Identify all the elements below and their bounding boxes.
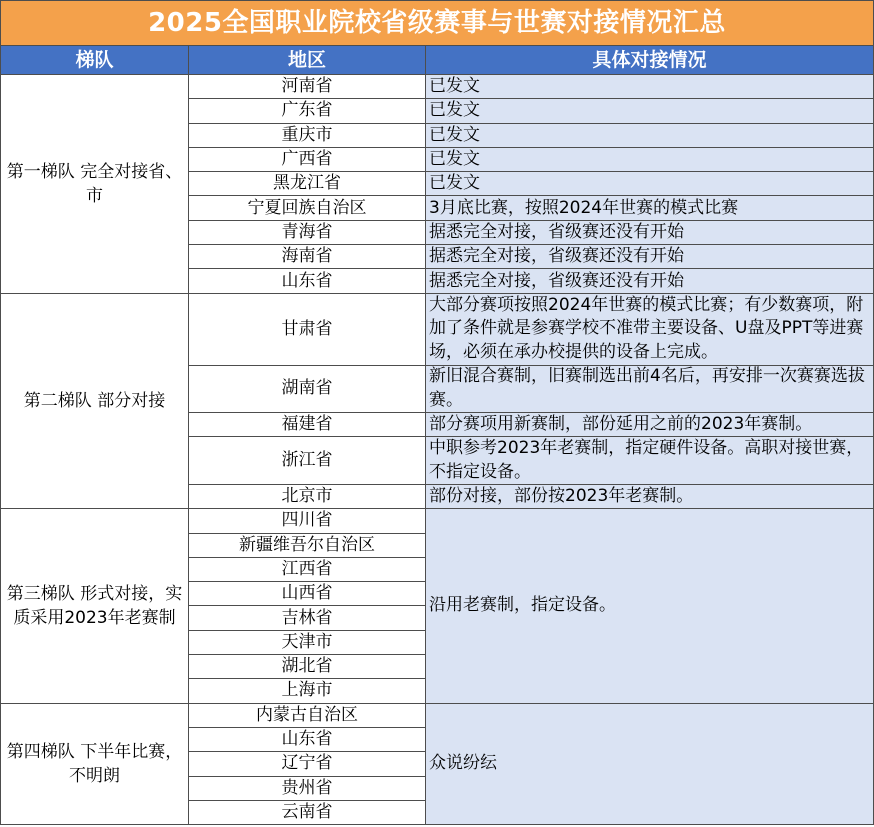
- region-cell: 上海市: [189, 679, 425, 702]
- header-region: 地区: [189, 46, 425, 74]
- detail-cell-merged: 众说纷纭: [426, 704, 873, 824]
- region-cell: 河南省: [189, 75, 425, 98]
- detail-cell: 部分赛项用新赛制，部份延用之前的2023年赛制。: [426, 413, 873, 436]
- tier-cell-4: 第四梯队 下半年比赛，不明朗: [1, 704, 188, 824]
- tier-cell-3: 第三梯队 形式对接，实质采用2023年老赛制: [1, 509, 188, 702]
- region-cell: 青海省: [189, 221, 425, 244]
- detail-cell-merged: 沿用老赛制，指定设备。: [426, 509, 873, 702]
- region-cell: 山西省: [189, 582, 425, 605]
- detail-cell: 已发文: [426, 172, 873, 195]
- detail-cell: 部份对接，部份按2023年老赛制。: [426, 485, 873, 508]
- detail-cell: 新旧混合赛制，旧赛制选出前4名后，再安排一次赛赛选拔赛。: [426, 366, 873, 413]
- detail-cell: 据悉完全对接，省级赛还没有开始: [426, 269, 873, 292]
- region-cell: 天津市: [189, 631, 425, 654]
- region-cell: 辽宁省: [189, 752, 425, 775]
- header-tier: 梯队: [1, 46, 188, 74]
- detail-cell: 中职参考2023年老赛制，指定硬件设备。高职对接世赛，不指定设备。: [426, 437, 873, 484]
- region-cell: 福建省: [189, 413, 425, 436]
- region-cell: 吉林省: [189, 606, 425, 629]
- region-cell: 四川省: [189, 509, 425, 532]
- detail-cell: 据悉完全对接，省级赛还没有开始: [426, 221, 873, 244]
- detail-cell: 已发文: [426, 124, 873, 147]
- region-cell: 广东省: [189, 99, 425, 122]
- sheet-title: 2025全国职业院校省级赛事与世赛对接情况汇总: [1, 1, 873, 45]
- detail-cell: 已发文: [426, 75, 873, 98]
- detail-cell: 已发文: [426, 99, 873, 122]
- region-cell: 云南省: [189, 801, 425, 824]
- region-cell: 北京市: [189, 485, 425, 508]
- region-cell: 江西省: [189, 558, 425, 581]
- region-cell: 宁夏回族自治区: [189, 196, 425, 219]
- region-cell: 内蒙古自治区: [189, 704, 425, 727]
- region-cell: 重庆市: [189, 124, 425, 147]
- tier-cell-1: 第一梯队 完全对接省、市: [1, 75, 188, 293]
- region-cell: 贵州省: [189, 777, 425, 800]
- detail-cell: 据悉完全对接，省级赛还没有开始: [426, 245, 873, 268]
- detail-cell: 3月底比赛，按照2024年世赛的模式比赛: [426, 196, 873, 219]
- region-cell: 广西省: [189, 148, 425, 171]
- detail-cell: 已发文: [426, 148, 873, 171]
- detail-cell: 大部分赛项按照2024年世赛的模式比赛；有少数赛项，附加了条件就是参赛学校不准带主要设备、U盘及PPT等进赛场，必须在承办校提供的设备上完成。: [426, 294, 873, 365]
- region-cell: 黑龙江省: [189, 172, 425, 195]
- region-cell: 甘肃省: [189, 294, 425, 365]
- region-cell: 湖北省: [189, 655, 425, 678]
- region-cell: 山东省: [189, 269, 425, 292]
- tier-cell-2: 第二梯队 部分对接: [1, 294, 188, 509]
- region-cell: 山东省: [189, 728, 425, 751]
- region-cell: 海南省: [189, 245, 425, 268]
- header-detail: 具体对接情况: [426, 46, 873, 74]
- region-cell: 新疆维吾尔自治区: [189, 534, 425, 557]
- region-cell: 浙江省: [189, 437, 425, 484]
- region-cell: 湖南省: [189, 366, 425, 413]
